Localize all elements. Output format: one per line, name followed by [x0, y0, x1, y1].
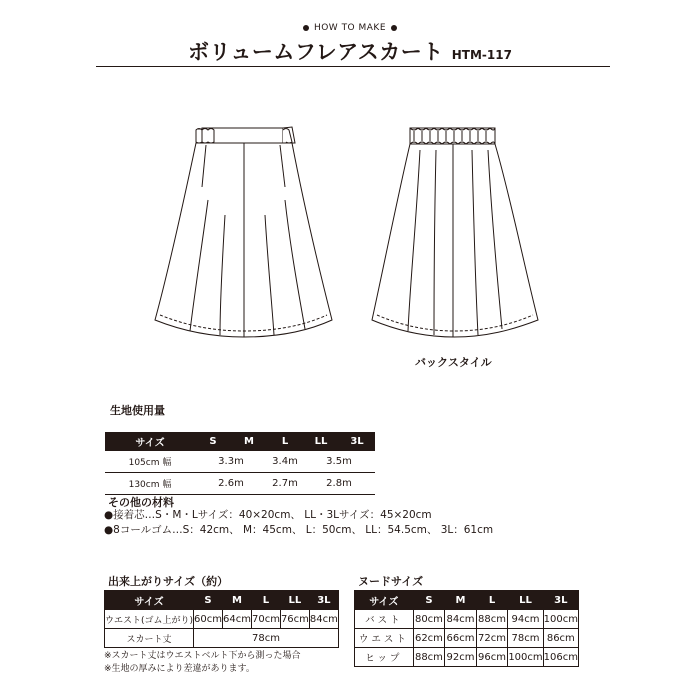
nude-size-heading: ヌードサイズ: [358, 575, 424, 588]
table-header-row: [355, 591, 579, 610]
table-cell: 3.4m: [267, 451, 303, 473]
finished-size-heading: 出来上がりサイズ（約）: [108, 575, 229, 588]
table-header-row: [105, 591, 339, 610]
header-cell: 3L: [309, 591, 338, 610]
header-cell: L: [251, 591, 280, 610]
fabric-usage-heading: 生地使用量: [110, 404, 165, 417]
header-cell: L: [267, 432, 303, 451]
table-cell: 88cm: [413, 648, 445, 667]
table-cell: 2.7m: [267, 473, 303, 495]
table-cell: 92cm: [445, 648, 477, 667]
header-cell: S: [413, 591, 445, 610]
footnotes: [104, 650, 301, 676]
other-materials-list: [104, 508, 493, 538]
footnote: ※スカート丈はウエストベルト下から測った場合: [104, 651, 301, 661]
table-cell: 60cm: [194, 610, 223, 629]
back-skirt-illustration: [350, 115, 550, 345]
table-cell: 3.3m: [195, 451, 267, 473]
footnote: ※生地の厚みにより差違があります。: [104, 664, 255, 674]
row-label: バスト: [355, 610, 414, 629]
table-cell: 76cm: [280, 610, 309, 629]
table-cell: 94cm: [508, 610, 543, 629]
header-cell: 3L: [543, 591, 578, 610]
pattern-code: HTM-117: [451, 48, 512, 62]
bullet-dot-icon: [391, 25, 397, 31]
table-cell: 72cm: [476, 629, 508, 648]
row-label: ウエスト: [355, 629, 414, 648]
row-label: ウエスト(ゴム上がり): [105, 610, 194, 629]
table-cell: 3.5m: [303, 451, 375, 473]
other-materials-heading: その他の材料: [108, 496, 174, 509]
finished-size-table: [104, 590, 339, 648]
table-cell: 106cm: [543, 648, 578, 667]
table-cell: 96cm: [476, 648, 508, 667]
table-row: [105, 629, 339, 648]
row-label: 130cm 幅: [105, 473, 195, 495]
table-row: [105, 610, 339, 629]
nude-size-table: [354, 590, 579, 667]
back-style-caption: バックスタイル: [415, 356, 492, 369]
table-cell: 64cm: [223, 610, 252, 629]
front-skirt-illustration: [140, 115, 340, 345]
list-item: ●接着芯…S・M・Lサイズ：40×20cm、 LL・3Lサイズ：45×20cm: [104, 509, 432, 521]
header-cell: LL: [280, 591, 309, 610]
header-cell: S: [194, 591, 223, 610]
table-cell: 2.8m: [303, 473, 375, 495]
table-cell: 80cm: [413, 610, 445, 629]
table-row: [355, 629, 579, 648]
title-divider: [96, 66, 610, 67]
table-cell: 86cm: [543, 629, 578, 648]
table-row: [105, 451, 375, 473]
header-cell: 3L: [339, 432, 375, 451]
table-cell: 84cm: [445, 610, 477, 629]
header-cell: サイズ: [105, 591, 194, 610]
header-cell: LL: [508, 591, 543, 610]
table-cell: 100cm: [508, 648, 543, 667]
table-row: [355, 648, 579, 667]
table-cell: 2.6m: [195, 473, 267, 495]
table-cell: 78cm: [508, 629, 543, 648]
table-cell: 84cm: [309, 610, 338, 629]
row-label: 105cm 幅: [105, 451, 195, 473]
table-cell: 88cm: [476, 610, 508, 629]
how-to-make-text: HOW TO MAKE: [313, 23, 387, 33]
table-row: [355, 610, 579, 629]
row-label: ヒップ: [355, 648, 414, 667]
page-title: [0, 36, 700, 66]
how-to-make-label: [0, 23, 700, 33]
header-cell: M: [223, 591, 252, 610]
header-cell: S: [195, 432, 231, 451]
header-cell: M: [231, 432, 267, 451]
header-cell: L: [476, 591, 508, 610]
table-cell: 70cm: [251, 610, 280, 629]
fabric-usage-table: [105, 432, 375, 495]
header-cell: サイズ: [355, 591, 414, 610]
table-header-row: [105, 432, 375, 451]
table-row: [105, 473, 375, 495]
table-cell: 78cm: [194, 629, 339, 648]
table-cell: 66cm: [445, 629, 477, 648]
list-item: ●8コールゴム…S：42cm、 M：45cm、 L：50cm、 LL：54.5cm、 3L：61cm: [104, 524, 494, 536]
table-cell: 62cm: [413, 629, 445, 648]
title-text: ボリュームフレアスカート: [188, 40, 444, 64]
header-cell: LL: [303, 432, 339, 451]
row-label: スカート丈: [105, 629, 194, 648]
bullet-dot-icon: [303, 25, 309, 31]
header-cell: M: [445, 591, 477, 610]
header-cell: サイズ: [105, 432, 195, 451]
table-cell: 100cm: [543, 610, 578, 629]
